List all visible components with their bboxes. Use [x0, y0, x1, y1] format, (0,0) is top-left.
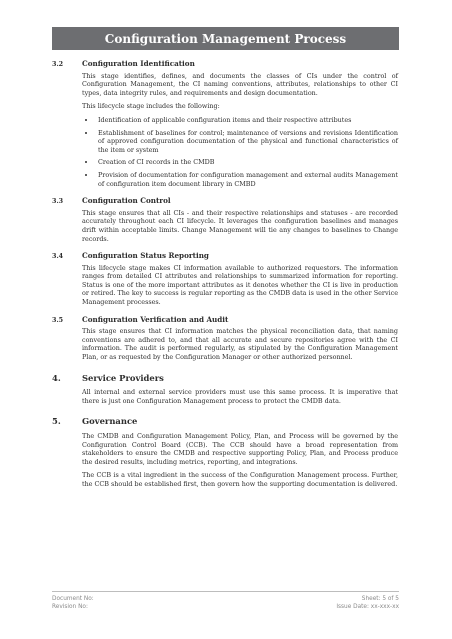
section-heading — [52, 197, 398, 206]
section-number: 4. — [52, 372, 61, 383]
paragraph: This stage ensures that all CIs - and their respective relationships and statuses - are recorded accurately throughout each CI lifecycle. It leverages the configuration baselines and manages drift within acceptable limits. Change Management will tie any changes to baselines to Change records. — [82, 208, 398, 243]
section-number: 3.2 — [52, 60, 64, 68]
section-body — [82, 72, 398, 189]
sheet-number: Sheet: 5 of 5 — [361, 596, 399, 602]
paragraph: The CMDB and Configuration Management Policy, Plan, and Process will be governed by the Configuration Control Board (CCB). The CCB should have a broad representation from stakeholders to ensure the CMDB and respective supporting Policy, Plan, and Process produce the desired results, including metrics, reporting, and integrations. — [82, 432, 398, 466]
section-body — [82, 432, 398, 489]
section-body — [82, 327, 398, 361]
footer-right — [336, 595, 399, 611]
section-number: 3.4 — [52, 252, 64, 261]
list-item: • Creation of CI records in the CMDB — [96, 158, 398, 167]
section-heading — [52, 374, 398, 383]
paragraph: This lifecycle stage includes the following: — [82, 102, 220, 111]
footer-divider — [52, 591, 399, 592]
list-item: • Provision of documentation for configuration management and external audits Management of configuration item document library in CMBD — [96, 171, 398, 188]
page-title: Configuration Management Process — [104, 31, 347, 46]
section-heading — [52, 316, 398, 325]
paragraph: All internal and external service providers must use this same process. It is imperative that there is just one Configuration Management process to protect the CMDB data. — [82, 388, 398, 405]
section-number: 3.3 — [52, 197, 64, 206]
paragraph: This lifecycle stage makes CI information available to authorized requestors. The information ranges from detailed CI attributes and relationships to summarized information for reporting. Status is one of the more important attributes as it denotes whether the CI is live in production or retired. The key to success is regular reporting as the CMDB data is used in the other Service Management processes. — [82, 263, 398, 307]
section-body — [82, 264, 398, 307]
document-number-label: Document No: — [52, 596, 94, 602]
section-body — [82, 209, 398, 243]
section-title: Governance — [82, 416, 138, 427]
section-title: Service Providers — [82, 372, 164, 383]
section-heading — [52, 252, 398, 261]
paragraph: This stage identifies, defines, and documents the classes of CIs under the control of Configuration Management, the CI naming conventions, attributes, relationships to other CI types, data integrity rules, and requirements and design documentation. — [82, 71, 398, 97]
list-item: • Identification of applicable configuration items and their respective attributes — [96, 116, 398, 125]
bullet-list — [82, 116, 398, 188]
page-title-banner — [52, 27, 399, 50]
section-body — [82, 388, 398, 405]
section-title: Configuration Verification and Audit — [82, 314, 229, 324]
revision-number-label: Revision No: — [52, 604, 88, 610]
list-item: • Establishment of baselines for control; maintenance of versions and revisions Identification of approved configuration documentation of the physical and functional characteristics of the item or system — [96, 129, 398, 155]
section-title: Configuration Status Reporting — [82, 251, 209, 261]
paragraph: This stage ensures that CI information matches the physical reconciliation data, that naming conventions are adhered to, and that all accurate and secure repositories agree with the CI information. The audit is performed regularly, as stipulated by the Configuration Management Plan, or as requested by the Configuration Manager or other authorized personnel. — [82, 327, 398, 362]
section-number: 5. — [52, 416, 61, 427]
section-number: 3.5 — [52, 315, 64, 324]
paragraph: The CCB is a vital ingredient in the success of the Configuration Management process. Further, the CCB should be established first, then govern how the supporting documentation is delivered. — [82, 471, 398, 488]
footer-left — [52, 595, 94, 611]
document-body — [52, 58, 398, 494]
section-title: Configuration Identification — [82, 59, 195, 68]
page-footer — [52, 595, 399, 611]
section-heading — [52, 60, 398, 69]
section-title: Configuration Control — [82, 196, 171, 206]
issue-date: Issue Date: xx-xxx-xx — [336, 604, 399, 610]
section-heading — [52, 417, 398, 426]
